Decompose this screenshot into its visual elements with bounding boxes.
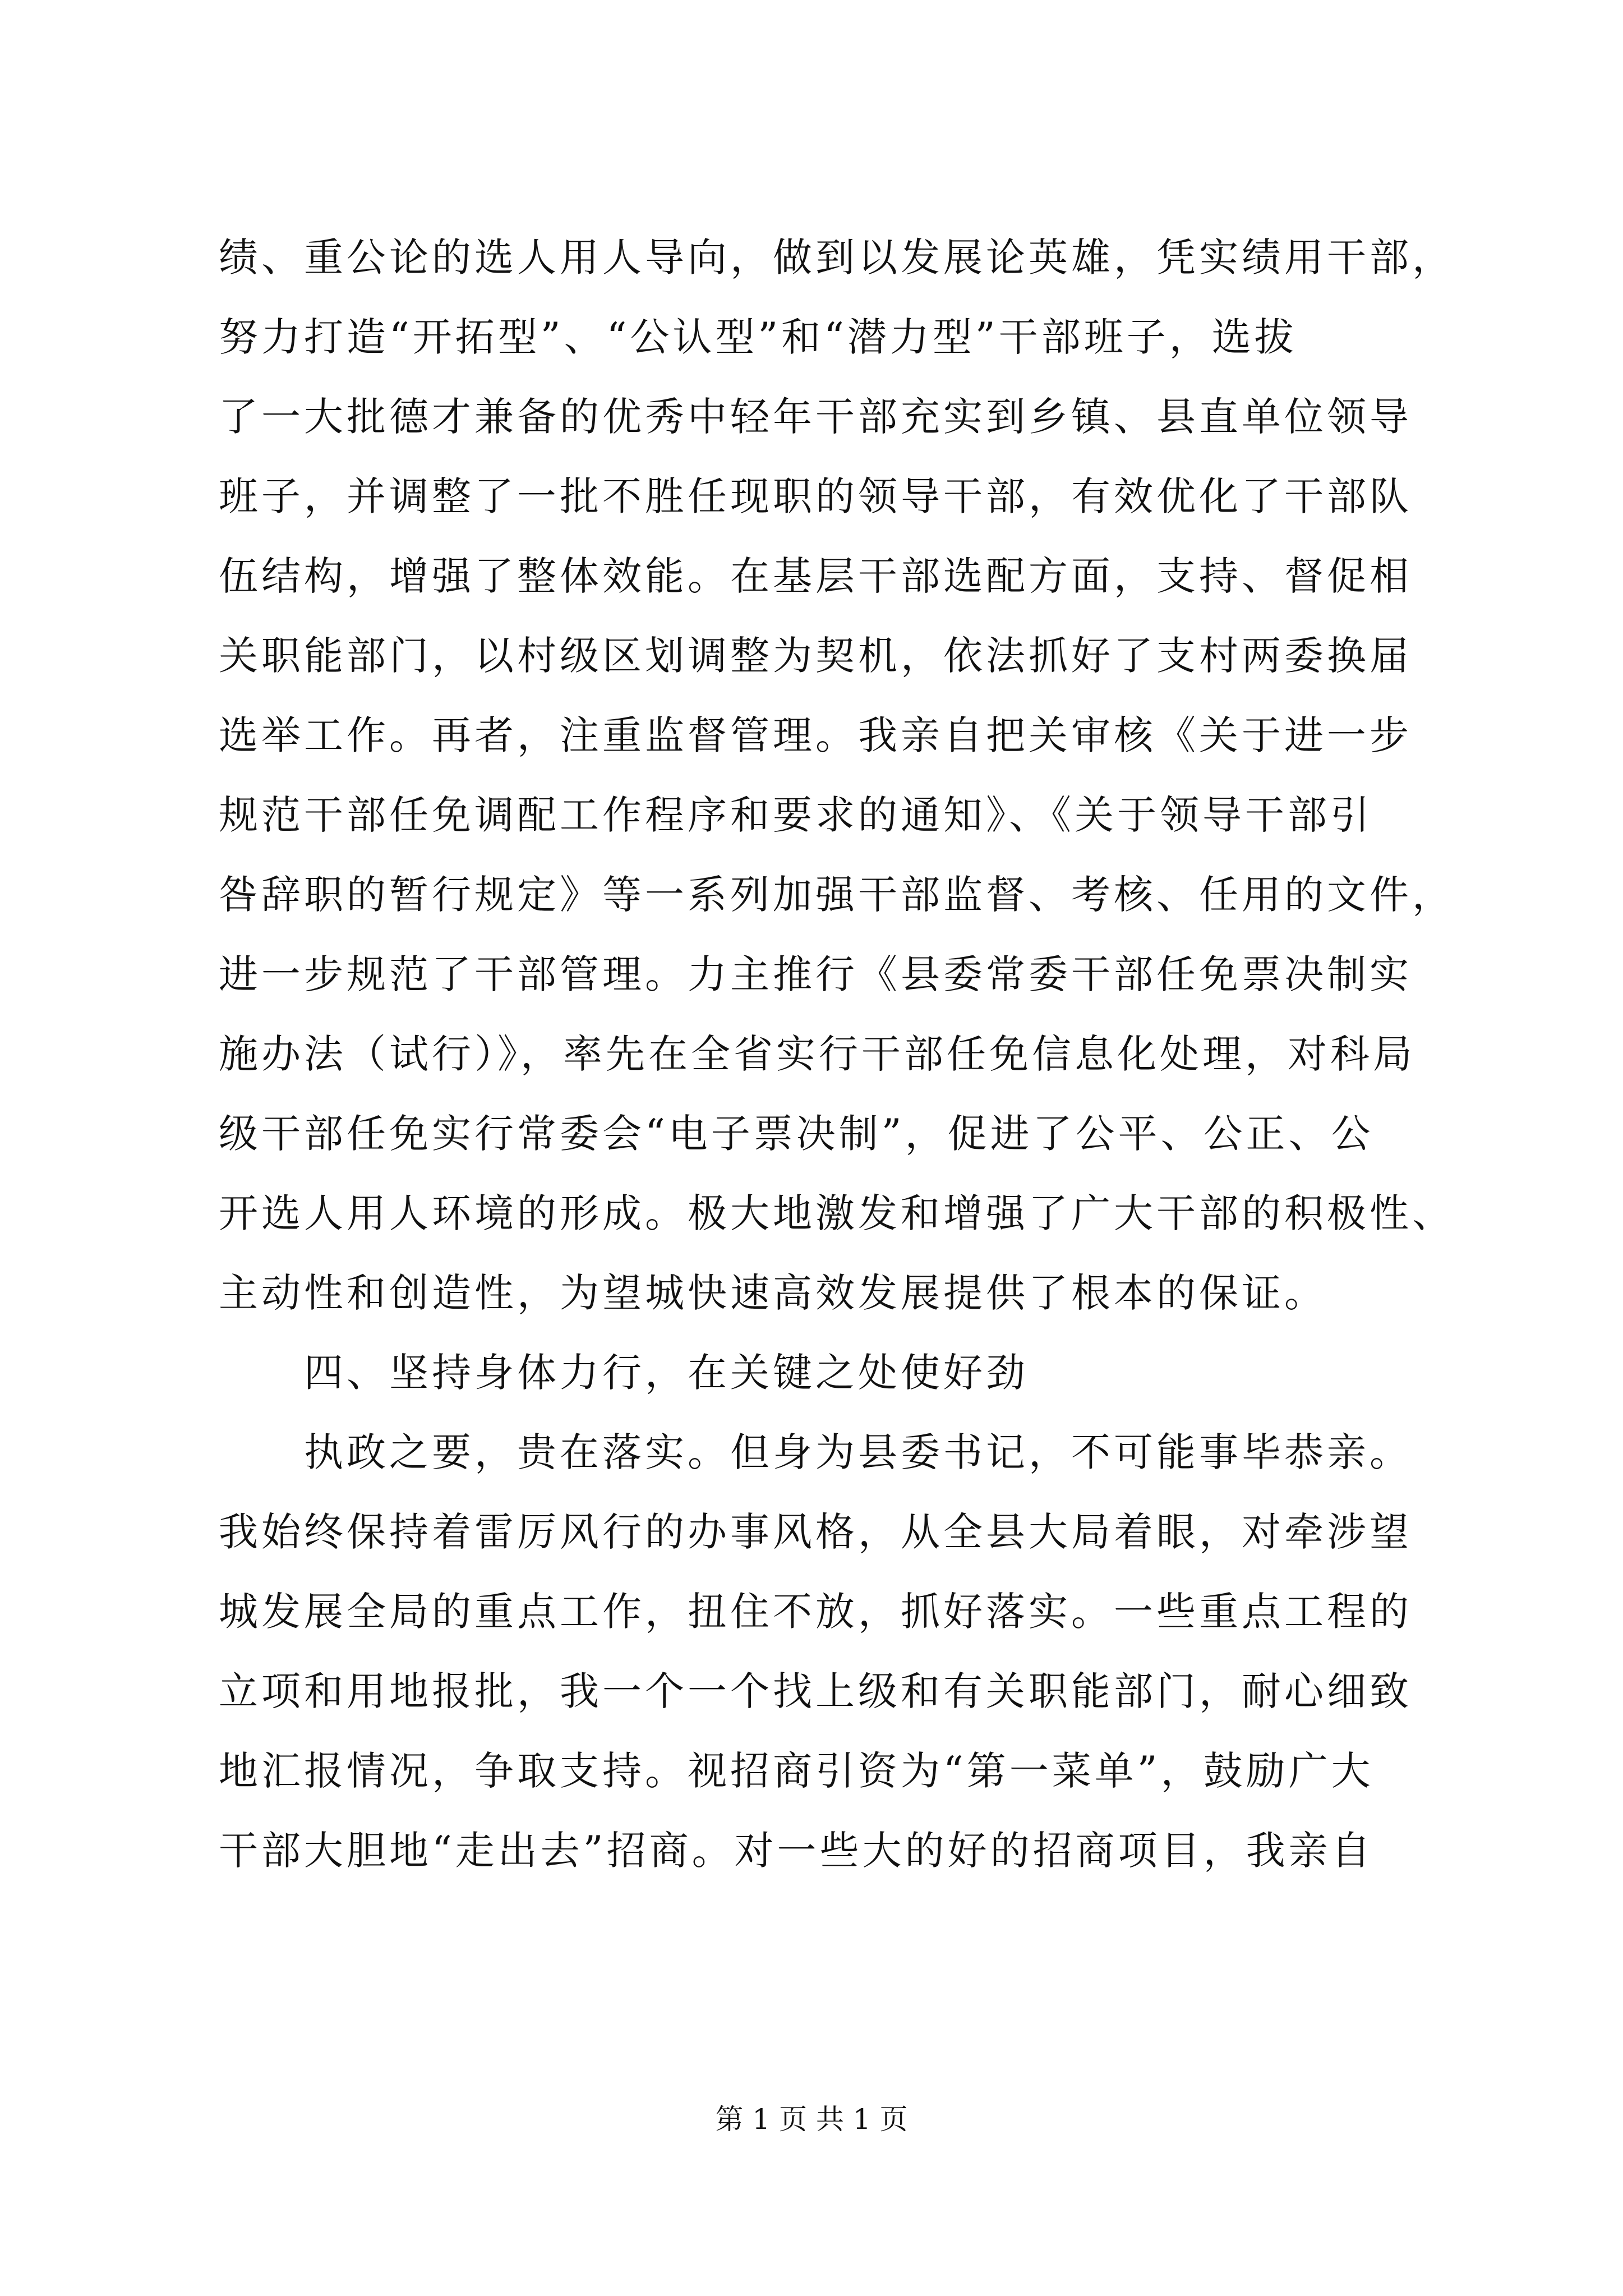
body-line: 我始终保持着雷厉风行的办事风格，从全县大局着眼，对牵涉望 (219, 1509, 1412, 1555)
body-line: 进一步规范了干部管理。力主推行《县委常委干部任免票决制实 (219, 951, 1412, 997)
body-line: 努力打造“开拓型”、“公认型”和“潜力型”干部班子，选拔 (219, 314, 1297, 360)
section-heading: 四、坚持身体力行，在关键之处使好劲 (304, 1350, 1029, 1396)
body-line: 选举工作。再者，注重监督管理。我亲自把关审核《关于进一步 (219, 712, 1412, 758)
body-line: 班子，并调整了一批不胜任现职的领导干部，有效优化了干部队 (219, 473, 1412, 519)
body-line: 干部大胆地“走出去”招商。对一些大的好的招商项目，我亲自 (219, 1828, 1374, 1874)
body-line: 地汇报情况，争取支持。视招商引资为“第一菜单”，鼓励广大 (219, 1748, 1374, 1794)
body-line: 执政之要，贵在落实。但身为县委书记，不可能事毕恭亲。 (304, 1429, 1412, 1475)
page-footer: 第 1 页 共 1 页 (715, 2103, 908, 2136)
body-line: 规范干部任免调配工作程序和要求的通知》、《关于领导干部引 (219, 792, 1373, 838)
body-line: 主动性和创造性，为望城快速高效发展提供了根本的保证。 (219, 1270, 1327, 1316)
body-line: 城发展全局的重点工作，扭住不放，抓好落实。一些重点工程的 (219, 1589, 1412, 1635)
body-line: 开选人用人环境的形成。极大地激发和增强了广大干部的积极性、 (219, 1190, 1455, 1236)
body-line: 立项和用地报批，我一个一个找上级和有关职能部门，耐心细致 (219, 1668, 1412, 1714)
document-body (219, 218, 1455, 1890)
body-line: 施办法（试行）》，率先在全省实行干部任免信息化处理，对科局 (219, 1031, 1415, 1077)
body-line: 伍结构，增强了整体效能。在基层干部选配方面，支持、督促相 (219, 553, 1412, 599)
body-line: 绩、重公论的选人用人导向，做到以发展论英雄，凭实绩用干部， (219, 234, 1455, 280)
body-line: 级干部任免实行常委会“电子票决制”，促进了公平、公正、公 (219, 1111, 1374, 1157)
body-line: 关职能部门，以村级区划调整为契机，依法抓好了支村两委换届 (219, 633, 1412, 679)
body-line: 了一大批德才兼备的优秀中轻年干部充实到乡镇、县直单位领导 (219, 394, 1412, 440)
body-line: 咎辞职的暂行规定》等一系列加强干部监督、考核、任用的文件， (219, 872, 1455, 918)
